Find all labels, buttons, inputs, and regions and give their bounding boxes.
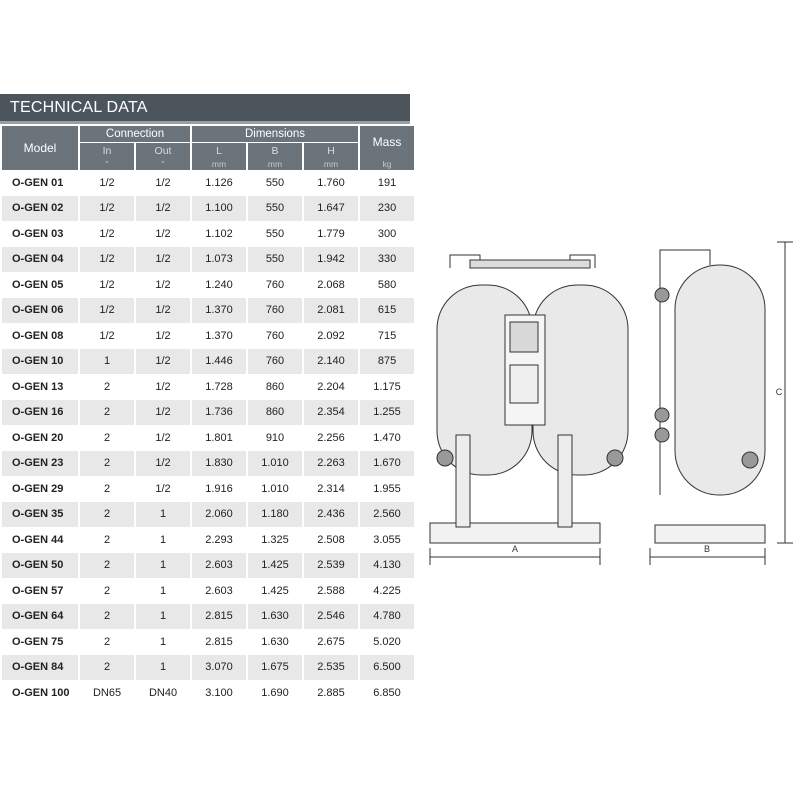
right-tank xyxy=(533,285,628,475)
cell-in: 2 xyxy=(80,629,134,655)
cell-model: O-GEN 08 xyxy=(2,323,78,349)
cell-model: O-GEN 01 xyxy=(2,170,78,196)
header-dimensions: Dimensions xyxy=(192,126,358,143)
cell-mass: 615 xyxy=(360,298,414,324)
cell-l: 1.801 xyxy=(192,425,246,451)
cell-h: 2.256 xyxy=(304,425,358,451)
cell-l: 2.293 xyxy=(192,527,246,553)
cell-l: 1.102 xyxy=(192,221,246,247)
unit-b: mm xyxy=(248,158,302,170)
technical-data-title: TECHNICAL DATA xyxy=(0,94,410,121)
cell-mass: 1.255 xyxy=(360,400,414,426)
cell-model: O-GEN 100 xyxy=(2,680,78,706)
table-body xyxy=(2,170,414,706)
cell-in: 1 xyxy=(80,349,134,375)
cell-mass: 2.560 xyxy=(360,502,414,528)
cell-in: 1/2 xyxy=(80,298,134,324)
cell-out: 1/2 xyxy=(136,451,190,477)
left-tank-support xyxy=(456,435,470,527)
header-b: B xyxy=(248,143,302,158)
cell-l: 2.815 xyxy=(192,604,246,630)
table-row xyxy=(2,272,414,298)
cell-out: 1 xyxy=(136,578,190,604)
cell-in: 2 xyxy=(80,578,134,604)
left-valve xyxy=(437,450,453,466)
cell-in: 2 xyxy=(80,655,134,681)
cell-b: 1.180 xyxy=(248,502,302,528)
cell-b: 550 xyxy=(248,170,302,196)
cell-in: 1/2 xyxy=(80,221,134,247)
cell-model: O-GEN 84 xyxy=(2,655,78,681)
cell-model: O-GEN 06 xyxy=(2,298,78,324)
cell-mass: 330 xyxy=(360,247,414,273)
cell-model: O-GEN 75 xyxy=(2,629,78,655)
cell-b: 1.675 xyxy=(248,655,302,681)
dimension-a-label: A xyxy=(511,544,519,554)
cell-b: 550 xyxy=(248,221,302,247)
cell-h: 2.885 xyxy=(304,680,358,706)
cell-h: 1.647 xyxy=(304,196,358,222)
cell-b: 1.010 xyxy=(248,476,302,502)
cell-in: 2 xyxy=(80,425,134,451)
cell-h: 2.204 xyxy=(304,374,358,400)
cell-out: 1 xyxy=(136,629,190,655)
cell-out: 1/2 xyxy=(136,425,190,451)
cell-out: 1 xyxy=(136,553,190,579)
cell-mass: 6.850 xyxy=(360,680,414,706)
cell-l: 1.446 xyxy=(192,349,246,375)
table-row xyxy=(2,502,414,528)
cell-h: 2.588 xyxy=(304,578,358,604)
cell-b: 1.325 xyxy=(248,527,302,553)
table-row xyxy=(2,247,414,273)
cell-out: 1/2 xyxy=(136,400,190,426)
cell-mass: 4.225 xyxy=(360,578,414,604)
cell-mass: 875 xyxy=(360,349,414,375)
header-connection: Connection xyxy=(80,126,190,143)
table-row xyxy=(2,400,414,426)
cell-h: 1.779 xyxy=(304,221,358,247)
table-row xyxy=(2,323,414,349)
cell-l: 1.073 xyxy=(192,247,246,273)
cell-h: 2.068 xyxy=(304,272,358,298)
cell-h: 2.092 xyxy=(304,323,358,349)
cell-in: 1/2 xyxy=(80,170,134,196)
cell-mass: 191 xyxy=(360,170,414,196)
cell-l: 1.126 xyxy=(192,170,246,196)
cell-b: 910 xyxy=(248,425,302,451)
top-manifold xyxy=(470,260,590,268)
cell-mass: 1.175 xyxy=(360,374,414,400)
table-row xyxy=(2,476,414,502)
cell-h: 2.263 xyxy=(304,451,358,477)
cell-mass: 300 xyxy=(360,221,414,247)
cell-l: 1.370 xyxy=(192,298,246,324)
unit-in: " xyxy=(80,158,134,170)
cell-model: O-GEN 13 xyxy=(2,374,78,400)
cell-b: 1.425 xyxy=(248,578,302,604)
table-row xyxy=(2,578,414,604)
cell-h: 2.314 xyxy=(304,476,358,502)
cell-out: 1 xyxy=(136,527,190,553)
technical-data-table xyxy=(0,126,416,706)
cell-l: 1.736 xyxy=(192,400,246,426)
side-valve-2 xyxy=(655,408,669,422)
cell-in: 1/2 xyxy=(80,272,134,298)
cell-mass: 1.955 xyxy=(360,476,414,502)
cell-model: O-GEN 02 xyxy=(2,196,78,222)
unit-l: mm xyxy=(192,158,246,170)
cell-mass: 4.130 xyxy=(360,553,414,579)
header-h: H xyxy=(304,143,358,158)
cell-mass: 4.780 xyxy=(360,604,414,630)
cell-out: 1 xyxy=(136,655,190,681)
cell-b: 550 xyxy=(248,196,302,222)
cell-b: 760 xyxy=(248,272,302,298)
cell-l: 2.815 xyxy=(192,629,246,655)
cell-model: O-GEN 50 xyxy=(2,553,78,579)
cell-model: O-GEN 44 xyxy=(2,527,78,553)
table-row xyxy=(2,553,414,579)
header-l: L xyxy=(192,143,246,158)
cell-h: 2.354 xyxy=(304,400,358,426)
control-panel xyxy=(510,322,538,352)
cell-in: 2 xyxy=(80,374,134,400)
cell-h: 1.942 xyxy=(304,247,358,273)
cell-mass: 715 xyxy=(360,323,414,349)
cell-model: O-GEN 57 xyxy=(2,578,78,604)
cell-in: 2 xyxy=(80,476,134,502)
side-valve-3 xyxy=(655,428,669,442)
cell-b: 1.690 xyxy=(248,680,302,706)
cell-out: DN40 xyxy=(136,680,190,706)
cell-l: 1.240 xyxy=(192,272,246,298)
side-valve-4 xyxy=(742,452,758,468)
cell-out: 1/2 xyxy=(136,221,190,247)
cell-l: 1.916 xyxy=(192,476,246,502)
cell-h: 2.436 xyxy=(304,502,358,528)
cell-mass: 3.055 xyxy=(360,527,414,553)
cell-b: 860 xyxy=(248,374,302,400)
cell-model: O-GEN 64 xyxy=(2,604,78,630)
generator-drawing xyxy=(410,230,800,570)
cell-out: 1/2 xyxy=(136,298,190,324)
cell-mass: 1.470 xyxy=(360,425,414,451)
cell-mass: 580 xyxy=(360,272,414,298)
cell-out: 1/2 xyxy=(136,476,190,502)
table-row xyxy=(2,655,414,681)
table-row xyxy=(2,221,414,247)
unit-out: " xyxy=(136,158,190,170)
cell-h: 2.535 xyxy=(304,655,358,681)
cell-mass: 5.020 xyxy=(360,629,414,655)
cell-model: O-GEN 29 xyxy=(2,476,78,502)
cell-l: 2.603 xyxy=(192,578,246,604)
cell-l: 1.830 xyxy=(192,451,246,477)
cell-h: 2.140 xyxy=(304,349,358,375)
unit-mass: kg xyxy=(360,158,414,170)
cell-h: 2.539 xyxy=(304,553,358,579)
cell-model: O-GEN 04 xyxy=(2,247,78,273)
cell-in: 2 xyxy=(80,553,134,579)
cell-h: 2.546 xyxy=(304,604,358,630)
table-row xyxy=(2,425,414,451)
cell-b: 760 xyxy=(248,349,302,375)
cell-model: O-GEN 03 xyxy=(2,221,78,247)
cell-model: O-GEN 35 xyxy=(2,502,78,528)
cell-b: 860 xyxy=(248,400,302,426)
cell-b: 550 xyxy=(248,247,302,273)
title-divider xyxy=(0,121,410,124)
cell-in: 1/2 xyxy=(80,196,134,222)
right-valve xyxy=(607,450,623,466)
cell-h: 2.081 xyxy=(304,298,358,324)
cell-in: 2 xyxy=(80,502,134,528)
side-base-frame xyxy=(655,525,765,543)
table-row xyxy=(2,451,414,477)
table-row xyxy=(2,629,414,655)
cell-out: 1 xyxy=(136,502,190,528)
cell-in: 2 xyxy=(80,400,134,426)
table-row xyxy=(2,349,414,375)
table-row xyxy=(2,527,414,553)
cell-l: 1.728 xyxy=(192,374,246,400)
cell-model: O-GEN 23 xyxy=(2,451,78,477)
cell-h: 1.760 xyxy=(304,170,358,196)
right-tank-support xyxy=(558,435,572,527)
cell-model: O-GEN 05 xyxy=(2,272,78,298)
header-model: Model xyxy=(2,126,78,170)
cell-out: 1/2 xyxy=(136,374,190,400)
cell-out: 1/2 xyxy=(136,272,190,298)
side-valve-1 xyxy=(655,288,669,302)
header-mass: Mass xyxy=(360,126,414,158)
dimension-b-label: B xyxy=(703,544,711,554)
table-row xyxy=(2,680,414,706)
cell-model: O-GEN 20 xyxy=(2,425,78,451)
cell-l: 3.100 xyxy=(192,680,246,706)
cell-out: 1/2 xyxy=(136,349,190,375)
cell-in: DN65 xyxy=(80,680,134,706)
cell-l: 1.100 xyxy=(192,196,246,222)
cell-out: 1/2 xyxy=(136,196,190,222)
cell-in: 1/2 xyxy=(80,323,134,349)
header-in: In xyxy=(80,143,134,158)
cell-in: 1/2 xyxy=(80,247,134,273)
cell-l: 1.370 xyxy=(192,323,246,349)
cell-mass: 6.500 xyxy=(360,655,414,681)
cell-l: 2.603 xyxy=(192,553,246,579)
cabinet-door xyxy=(510,365,538,403)
cell-l: 2.060 xyxy=(192,502,246,528)
cell-out: 1/2 xyxy=(136,323,190,349)
cell-h: 2.675 xyxy=(304,629,358,655)
cell-out: 1/2 xyxy=(136,170,190,196)
cell-b: 1.425 xyxy=(248,553,302,579)
cell-b: 1.630 xyxy=(248,604,302,630)
table-row xyxy=(2,604,414,630)
dimension-c-label: C xyxy=(775,387,783,397)
cell-model: O-GEN 10 xyxy=(2,349,78,375)
cell-in: 2 xyxy=(80,527,134,553)
cell-out: 1/2 xyxy=(136,247,190,273)
table-row xyxy=(2,170,414,196)
table-row xyxy=(2,298,414,324)
cell-b: 760 xyxy=(248,323,302,349)
cell-mass: 230 xyxy=(360,196,414,222)
table-row xyxy=(2,196,414,222)
cell-l: 3.070 xyxy=(192,655,246,681)
cell-b: 760 xyxy=(248,298,302,324)
unit-h: mm xyxy=(304,158,358,170)
header-out: Out xyxy=(136,143,190,158)
cell-mass: 1.670 xyxy=(360,451,414,477)
cell-b: 1.010 xyxy=(248,451,302,477)
cell-model: O-GEN 16 xyxy=(2,400,78,426)
table-row xyxy=(2,374,414,400)
cell-in: 2 xyxy=(80,604,134,630)
cell-b: 1.630 xyxy=(248,629,302,655)
cell-in: 2 xyxy=(80,451,134,477)
cell-out: 1 xyxy=(136,604,190,630)
cell-h: 2.508 xyxy=(304,527,358,553)
